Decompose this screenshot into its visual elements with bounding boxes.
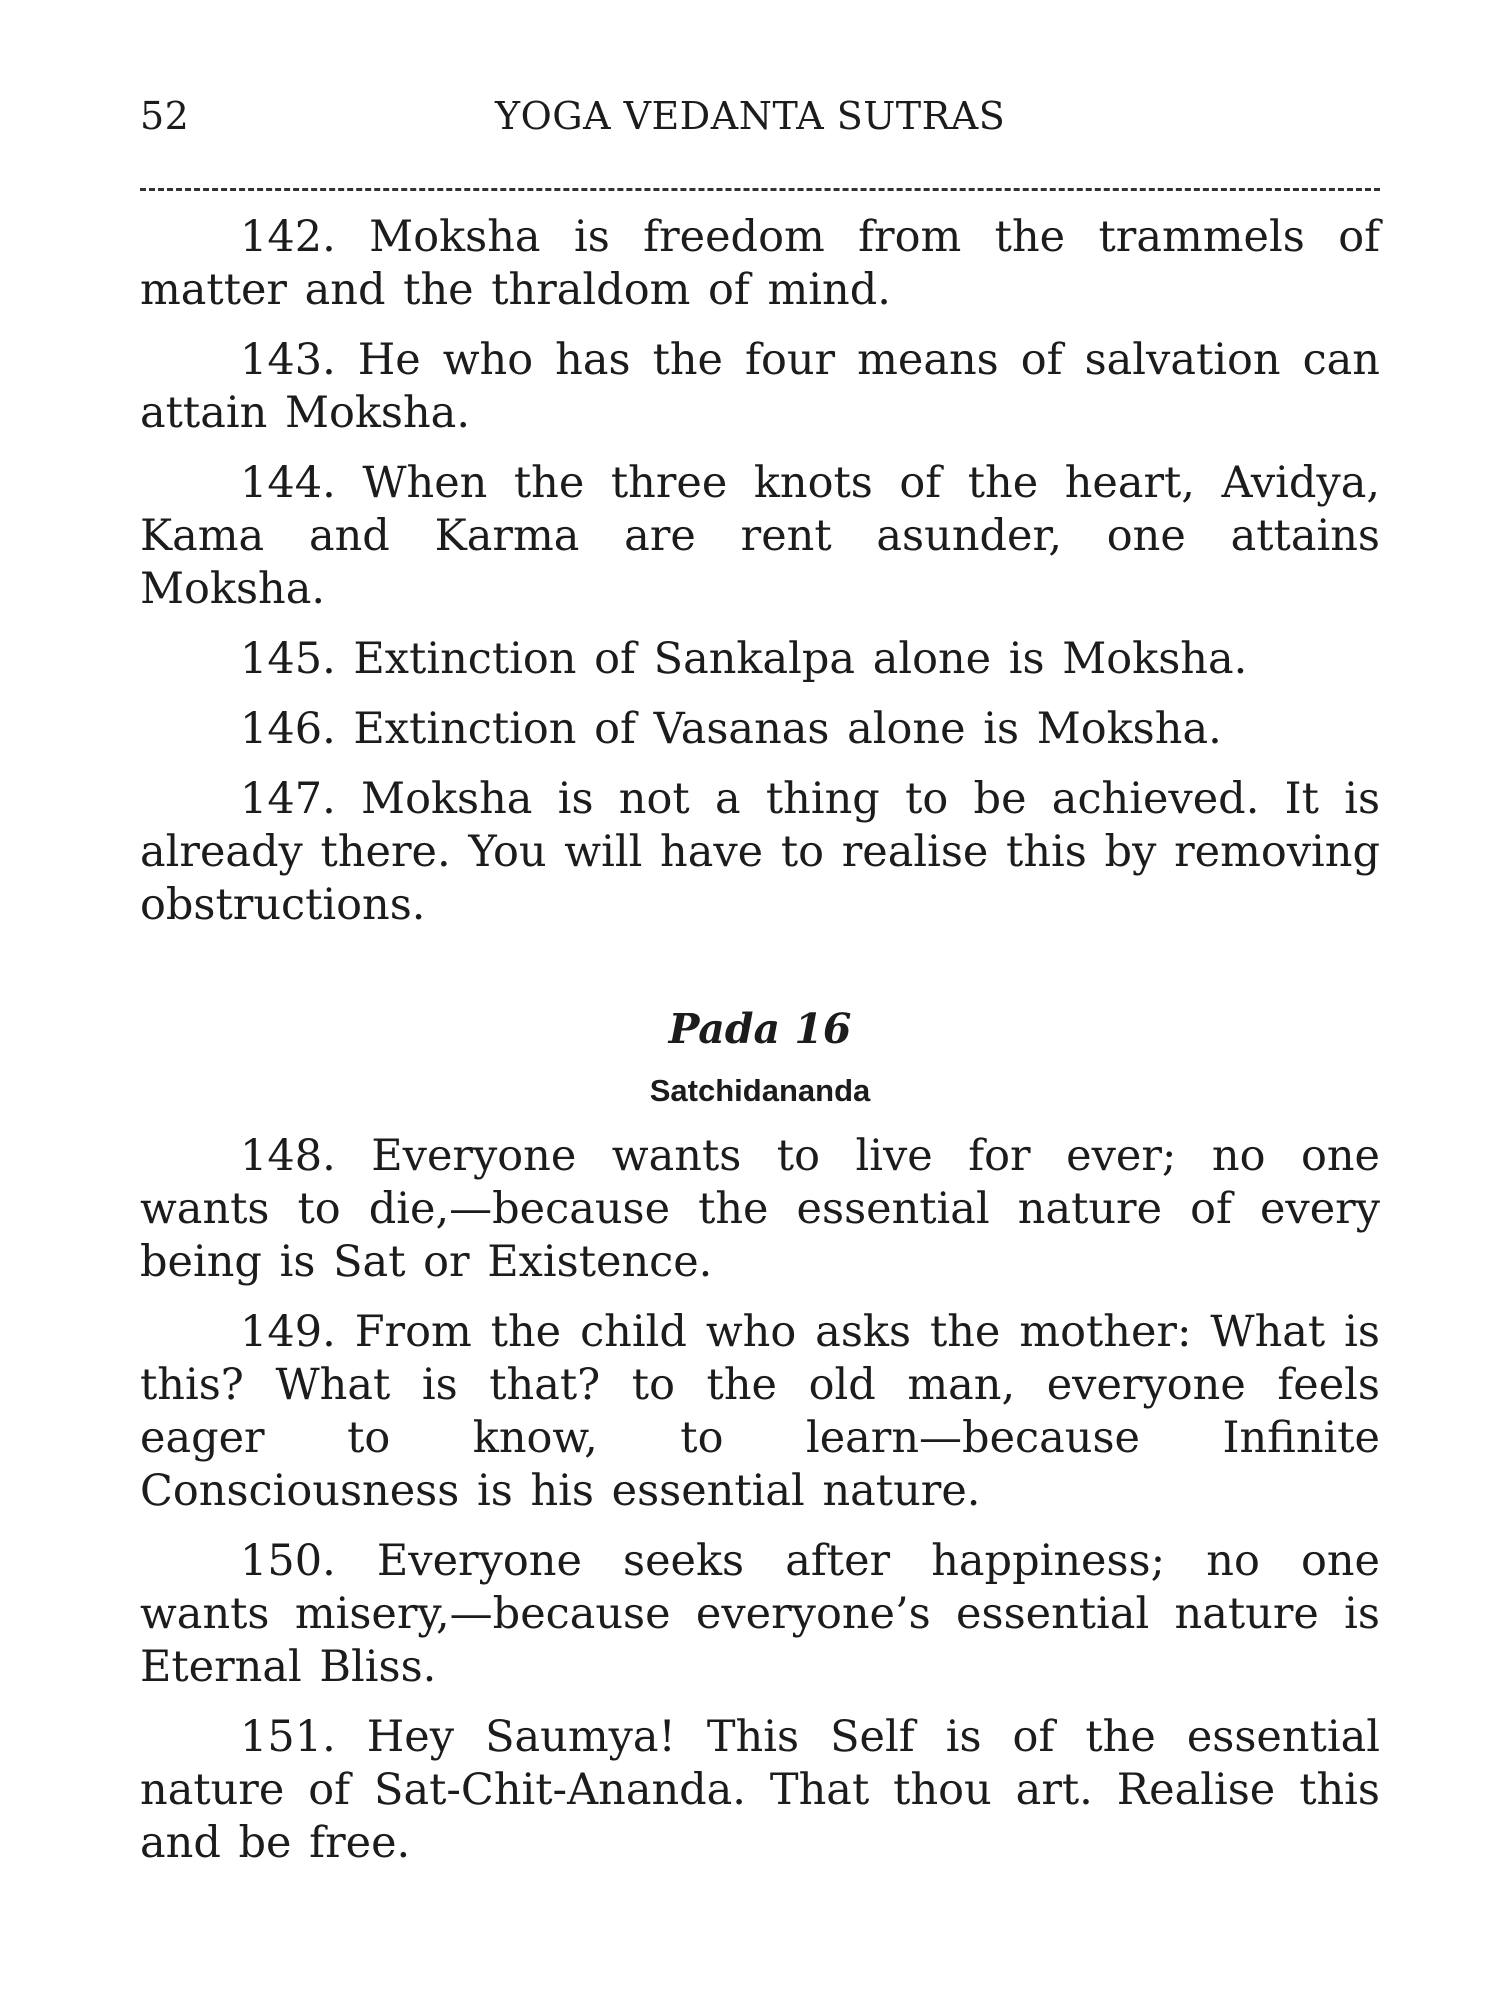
sutra-148 — [140, 1130, 1380, 1289]
sutra-text: He who has the four means of salvation can attain Moksha. — [140, 335, 1380, 438]
running-header — [140, 96, 1380, 136]
running-title: YOGA VEDANTA SUTRAS — [495, 94, 1006, 138]
sutra-text: Extinction of Sankalpa alone is Moksha. — [353, 634, 1248, 684]
section-heading: Pada 16 — [668, 1005, 852, 1053]
sutra-text: Moksha is freedom from the trammels of matter and the thraldom of mind. — [140, 212, 1381, 315]
sutra-text: Everyone seeks after happiness; no one wants misery,—because everyone’s essential nature is Eternal Bliss. — [140, 1536, 1380, 1692]
sutra-number: 145. — [240, 634, 336, 684]
sutras-block-2 — [140, 1130, 1380, 1870]
sutra-143 — [140, 334, 1380, 440]
sutra-number: 144. — [240, 458, 336, 508]
sutras-block-1 — [140, 211, 1380, 932]
page-number: 52 — [140, 94, 190, 138]
sutra-149 — [140, 1306, 1380, 1518]
sutra-number: 149. — [240, 1307, 336, 1357]
sutra-text: From the child who asks the mother: What is this? What is that? to the old man, everyone feels eager to know, to learn—because Infinite Consciousness is his essential nature. — [140, 1307, 1380, 1516]
sutra-number: 147. — [240, 774, 336, 824]
sutra-number: 142. — [240, 212, 336, 262]
sutra-144 — [140, 457, 1380, 616]
sutra-142 — [140, 211, 1380, 317]
sutra-number: 146. — [240, 704, 336, 754]
section-subheading: Satchidananda — [649, 1073, 871, 1108]
sutra-150 — [140, 1535, 1380, 1694]
sutra-text: Extinction of Vasanas alone is Moksha. — [353, 704, 1222, 754]
sutra-145 — [140, 633, 1380, 686]
sutra-number: 143. — [240, 335, 336, 385]
sutra-text: Everyone wants to live for ever; no one wants to die,—because the essential nature of every being is Sat or Existence. — [140, 1131, 1381, 1287]
sutra-147 — [140, 773, 1380, 932]
sutra-text: Hey Saumya! This Self is of the essential nature of Sat-Chit-Ananda. That thou art. Realise this and be free. — [140, 1712, 1380, 1868]
sutra-number: 150. — [240, 1536, 336, 1586]
book-page — [140, 96, 1380, 1870]
header-dashed-rule — [140, 188, 1380, 191]
sutra-146 — [140, 703, 1380, 756]
sutra-number: 151. — [240, 1712, 336, 1762]
sutra-number: 148. — [240, 1131, 336, 1181]
sutra-text: When the three knots of the heart, Avidya, Kama and Karma are rent asunder, one attains Moksha. — [140, 458, 1381, 614]
sutra-151 — [140, 1711, 1380, 1870]
sutra-text: Moksha is not a thing to be achieved. It is already there. You will have to realise this by removing obstructions. — [140, 774, 1381, 930]
